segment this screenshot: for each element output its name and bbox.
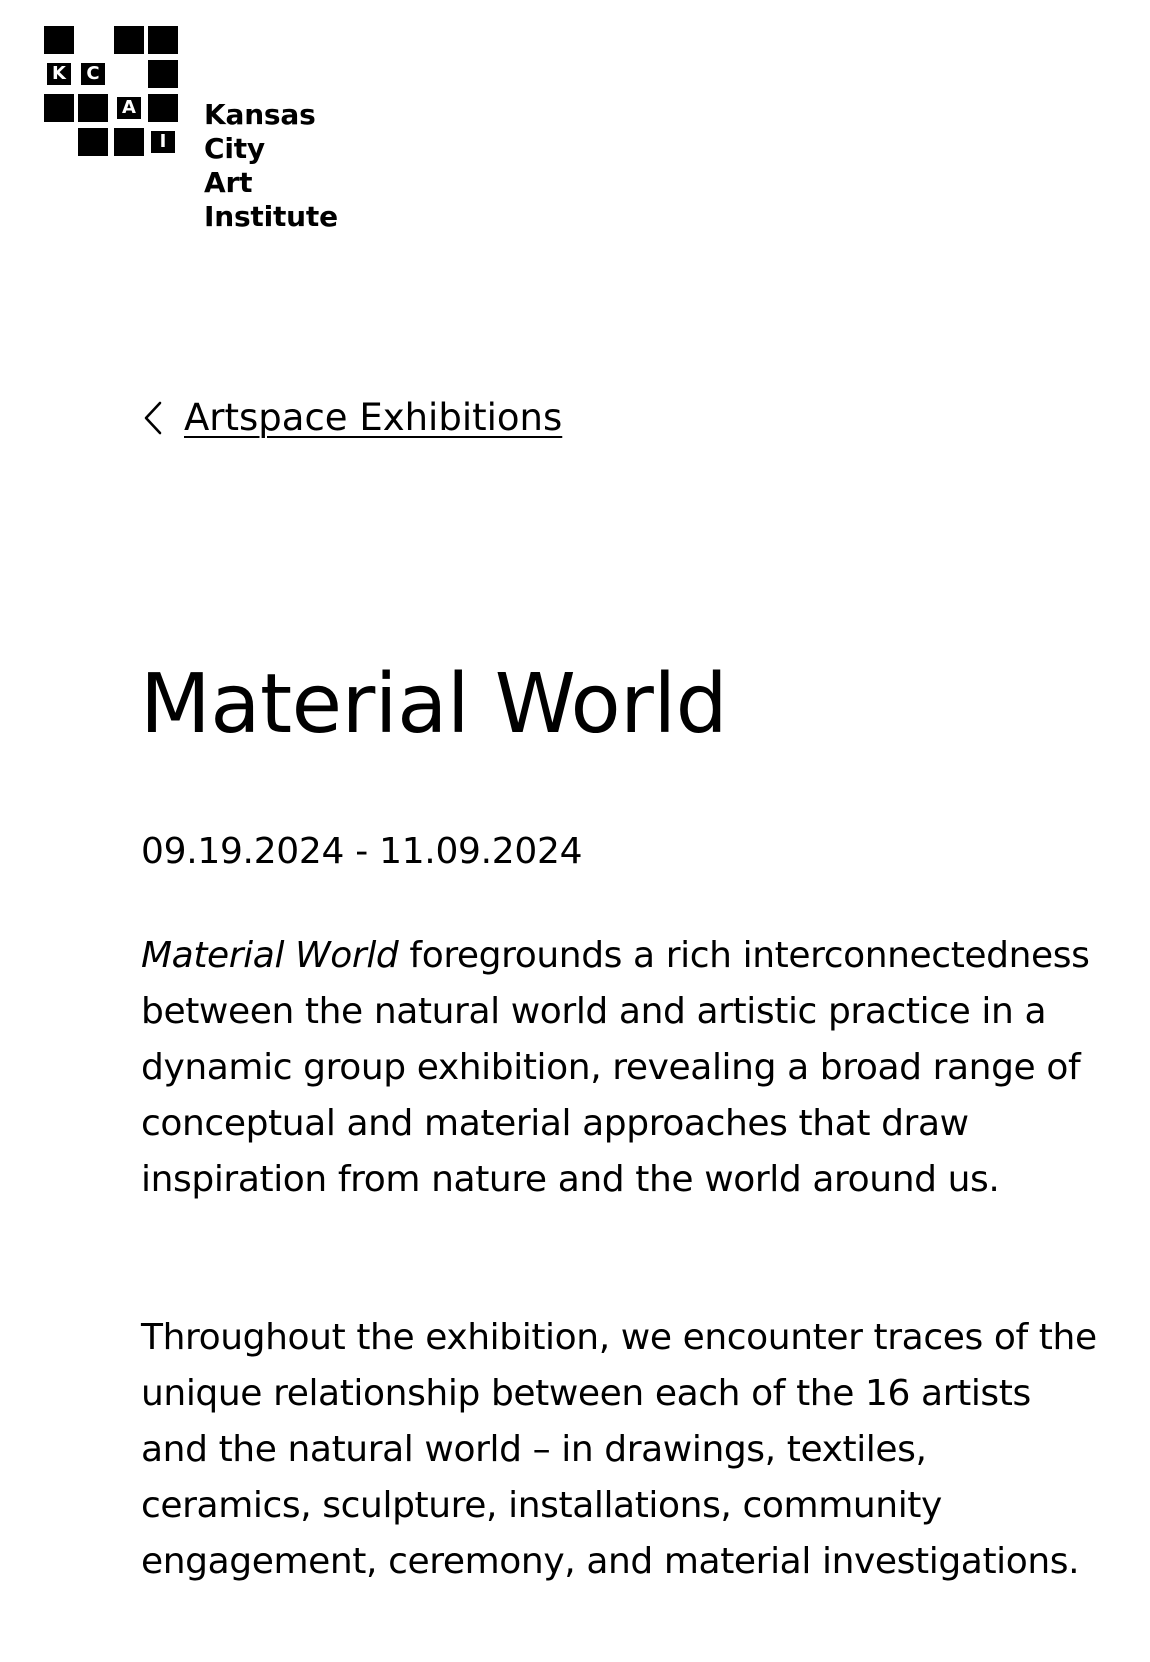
logo-letter-a: A	[117, 97, 141, 119]
logo-cell	[44, 26, 74, 54]
back-link-label: Artspace Exhibitions	[184, 396, 563, 439]
kcai-logo-mark	[44, 26, 182, 164]
chevron-left-icon	[142, 400, 164, 436]
description-paragraph-1-text: foregrounds a rich interconnectedness between the natural world and artistic practice in a dynamic group exhibition, revealing a broad range of conceptual and material approaches that draw inspiration from nature and the world around us.	[141, 935, 1090, 1200]
description-paragraph-1	[141, 928, 1106, 1208]
logo-cell-letter-c	[78, 60, 108, 88]
description-emphasis-title: Material World	[141, 935, 399, 976]
logo-cell	[114, 26, 144, 54]
logo-letter-c: C	[81, 63, 105, 85]
kcai-logo-link[interactable]	[44, 26, 384, 233]
logo-cell	[148, 94, 178, 122]
logo-cell-letter-i	[148, 128, 178, 156]
logo-cell	[114, 128, 144, 156]
description-paragraph-2: Throughout the exhibition, we encounter traces of the unique relationship between each of the 16 artists and the natural world – in drawings, textiles, ceramics, sculpture, installations, community engagement, ceremony, and material investigations.	[141, 1317, 1097, 1582]
page-title: Material World	[140, 657, 728, 752]
logo-wordmark-line1: Kansas City	[204, 98, 316, 165]
logo-cell	[148, 60, 178, 88]
logo-letter-i: I	[151, 131, 175, 153]
exhibition-dates: 09.19.2024 - 11.09.2024	[141, 831, 583, 872]
logo-cell	[44, 94, 74, 122]
logo-cell-letter-k	[44, 60, 74, 88]
logo-cell	[78, 128, 108, 156]
logo-letter-k: K	[47, 63, 71, 85]
logo-cell-letter-a	[114, 94, 144, 122]
logo-cell	[78, 94, 108, 122]
back-to-artspace-exhibitions-link[interactable]	[142, 396, 562, 439]
logo-wordmark	[204, 98, 384, 234]
logo-cell	[148, 26, 178, 54]
logo-wordmark-line2: Art Institute	[204, 166, 338, 233]
